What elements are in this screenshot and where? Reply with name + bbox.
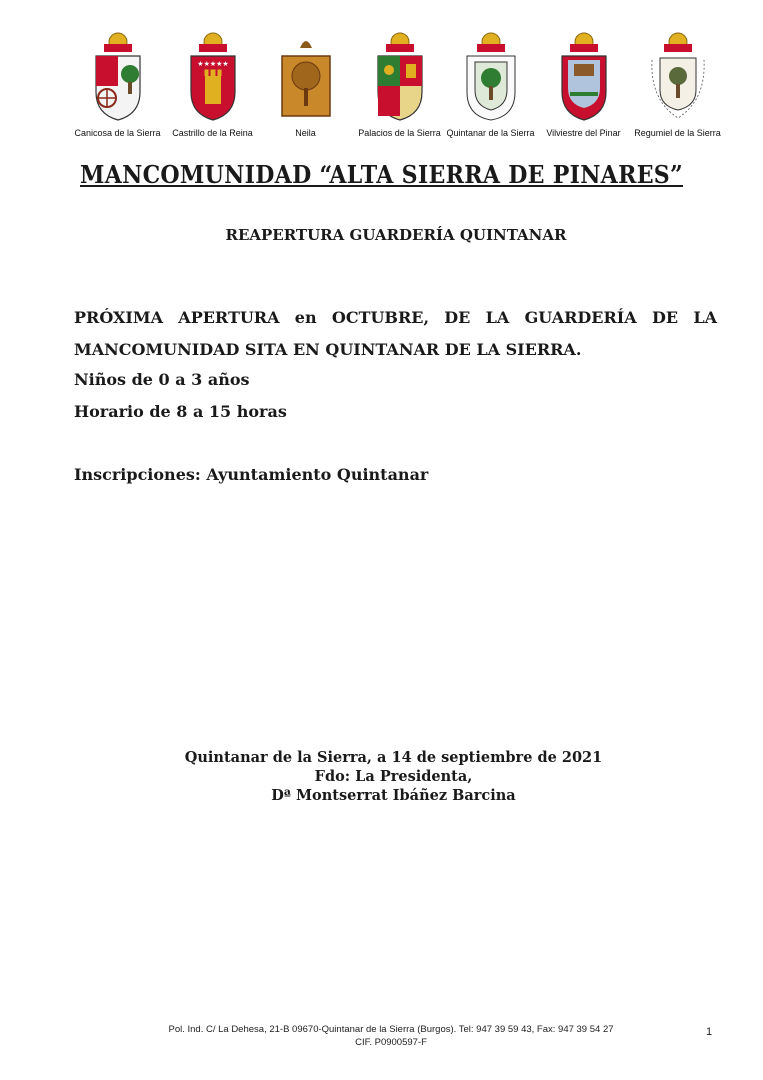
footer-cif: CIF. P0900597-F bbox=[355, 1037, 427, 1048]
crest-palacios bbox=[352, 30, 447, 138]
document-title: MANCOMUNIDAD “ALTA SIERRA DE PINARES” bbox=[79, 160, 684, 189]
registration-line: Inscripciones: Ayuntamiento Quintanar bbox=[74, 465, 429, 484]
neila-crest-icon bbox=[278, 30, 334, 122]
crest-canicosa bbox=[70, 30, 165, 138]
palacios-crest-icon bbox=[372, 30, 428, 122]
crest-quintanar bbox=[443, 30, 538, 138]
crest-label: Regumiel de la Sierra bbox=[634, 128, 721, 138]
castrillo-crest-icon bbox=[185, 30, 241, 122]
crest-vilviestre bbox=[536, 30, 631, 138]
footer bbox=[0, 1023, 763, 1049]
document-subtitle: REAPERTURA GUARDERÍA QUINTANAR bbox=[225, 226, 567, 244]
crest-label: Vilviestre del Pinar bbox=[546, 128, 621, 138]
place-date: Quintanar de la Sierra, a 14 de septiembre de 2021 bbox=[184, 749, 603, 766]
crest-castrillo bbox=[165, 30, 260, 138]
crest-label: Palacios de la Sierra bbox=[358, 128, 441, 138]
crest-neila bbox=[258, 30, 353, 138]
signatory-name: Dª Montserrat Ibáñez Barcina bbox=[271, 787, 516, 804]
vilviestre-crest-icon bbox=[556, 30, 612, 122]
ages-line: Niños de 0 a 3 años bbox=[74, 370, 250, 389]
crest-label: Castrillo de la Reina bbox=[172, 128, 253, 138]
municipality-crests bbox=[60, 30, 725, 150]
crest-label: Neila bbox=[295, 128, 316, 138]
announcement-text: PRÓXIMA APERTURA en OCTUBRE, DE LA GUARDERÍA DE LA MANCOMUNIDAD SITA EN QUINTANAR DE LA SIERRA. bbox=[74, 308, 717, 359]
crest-label: Quintanar de la Sierra bbox=[446, 128, 535, 138]
signed-by: Fdo: La Presidenta, bbox=[314, 768, 473, 785]
signature-block bbox=[0, 748, 763, 805]
crest-regumiel bbox=[630, 30, 725, 138]
schedule-line: Horario de 8 a 15 horas bbox=[74, 402, 287, 421]
quintanar-seal-icon bbox=[463, 30, 519, 122]
svg-text:★★★★★: ★★★★★ bbox=[196, 60, 229, 68]
footer-address: Pol. Ind. C/ La Dehesa, 21-B 09670-Quintanar de la Sierra (Burgos). Tel: 947 39 59 43, Fax: 947 39 54 27 bbox=[168, 1024, 614, 1035]
crest-label: Canicosa de la Sierra bbox=[74, 128, 161, 138]
regumiel-seal-icon bbox=[650, 30, 706, 122]
canicosa-crest-icon bbox=[90, 30, 146, 122]
page-number: 1 bbox=[706, 1026, 713, 1038]
